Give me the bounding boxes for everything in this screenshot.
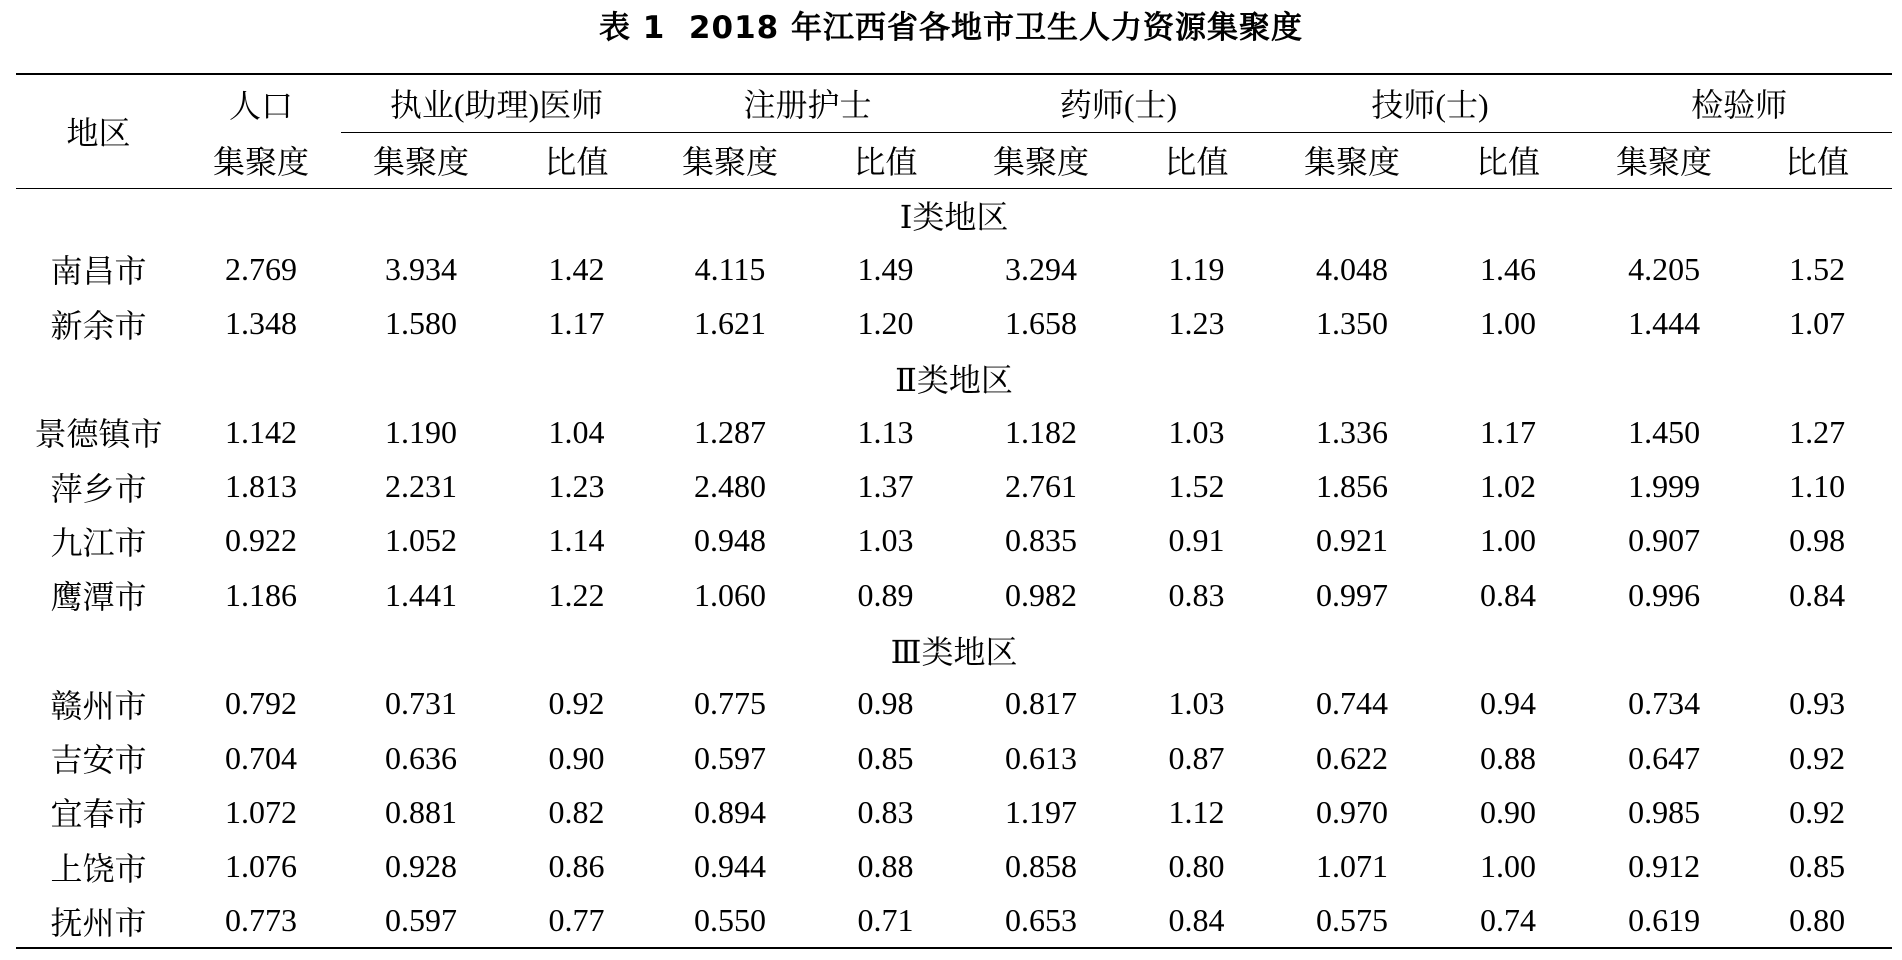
ratio-value: 1.42 [548, 250, 605, 287]
ratio-value: 1.02 [1480, 468, 1537, 505]
ratio-value: 1.49 [857, 250, 914, 287]
city-name: 鹰潭市 [50, 579, 147, 616]
ratio-value: 0.90 [548, 739, 605, 776]
header-group-lab: 检验师 [1586, 74, 1892, 132]
aggregation-value: 1.336 [1316, 413, 1389, 450]
aggregation-value: 0.858 [1005, 848, 1078, 885]
city-name: 上饶市 [50, 850, 147, 887]
aggregation-value: 1.350 [1316, 305, 1389, 342]
ratio-value: 0.98 [857, 685, 914, 722]
header-group-technician: 技师(士) [1274, 74, 1586, 132]
ratio-value: 0.94 [1480, 685, 1537, 722]
aggregation-value: 2.480 [694, 468, 767, 505]
population-value: 0.792 [225, 685, 297, 722]
ratio-value: 0.88 [857, 848, 914, 885]
aggregation-value: 1.071 [1316, 848, 1389, 885]
city-name: 宜春市 [50, 796, 147, 833]
table-body [16, 188, 1892, 948]
header-population-bottom: 集聚度 [181, 132, 341, 188]
ratio-value: 1.37 [857, 468, 914, 505]
group-row [16, 351, 1892, 405]
aggregation-value: 2.761 [1005, 468, 1078, 505]
aggregation-value: 0.996 [1628, 576, 1701, 613]
aggregation-value: 0.636 [385, 739, 457, 776]
ratio-value: 0.87 [1168, 739, 1225, 776]
aggregation-value: 1.287 [694, 413, 767, 450]
aggregation-value: 0.597 [694, 739, 767, 776]
aggregation-value: 0.613 [1005, 739, 1078, 776]
table-row [16, 568, 1892, 622]
population-value: 1.813 [225, 468, 297, 505]
header-sub-ratio: 比值 [1430, 132, 1586, 188]
ratio-value: 1.00 [1480, 522, 1537, 559]
city-name: 景德镇市 [34, 416, 163, 453]
table-row [16, 242, 1892, 296]
aggregation-value: 0.653 [1005, 902, 1078, 938]
ratio-value: 0.91 [1168, 522, 1225, 559]
header-row-2 [16, 132, 1892, 188]
ratio-value: 1.22 [548, 576, 605, 613]
city-name: 九江市 [50, 524, 147, 561]
table-row [16, 514, 1892, 568]
city-name: 新余市 [50, 307, 147, 344]
region-group-label: Ⅲ类地区 [890, 633, 1018, 670]
ratio-value: 1.03 [1168, 685, 1225, 722]
ratio-value: 1.07 [1789, 305, 1846, 342]
population-value: 1.076 [225, 848, 297, 885]
header-sub-ratio: 比值 [808, 132, 963, 188]
ratio-value: 0.86 [548, 848, 605, 885]
aggregation-value: 0.881 [385, 793, 457, 830]
aggregation-value: 0.744 [1316, 685, 1389, 722]
aggregation-value: 0.622 [1316, 739, 1389, 776]
group-row [16, 622, 1892, 676]
population-value: 1.348 [225, 305, 297, 342]
ratio-value: 0.85 [857, 739, 914, 776]
ratio-value: 0.88 [1480, 739, 1537, 776]
table-caption: 表 1 2018 年江西省各地市卫生人力资源集聚度 [598, 10, 1304, 46]
aggregation-value: 1.621 [694, 305, 767, 342]
aggregation-value: 1.197 [1005, 793, 1078, 830]
city-name: 赣州市 [50, 687, 147, 724]
aggregation-value: 0.731 [385, 685, 457, 722]
ratio-value: 0.80 [1789, 902, 1846, 938]
aggregation-value: 1.182 [1005, 413, 1078, 450]
table-row [16, 894, 1892, 948]
aggregation-value: 1.190 [385, 413, 457, 450]
aggregation-value: 1.999 [1628, 468, 1701, 505]
aggregation-value: 0.619 [1628, 902, 1701, 938]
aggregation-value: 1.658 [1005, 305, 1078, 342]
ratio-value: 0.71 [857, 902, 914, 938]
aggregation-value: 0.997 [1316, 576, 1389, 613]
ratio-value: 1.13 [857, 413, 914, 450]
header-sub-ratio: 比值 [1742, 132, 1892, 188]
population-value: 1.186 [225, 576, 297, 613]
region-group-label: Ⅰ类地区 [899, 199, 1009, 236]
ratio-value: 1.10 [1789, 468, 1846, 505]
ratio-value: 1.23 [1168, 305, 1225, 342]
header-sub-ratio: 比值 [1119, 132, 1274, 188]
ratio-value: 0.77 [548, 902, 605, 938]
aggregation-value: 0.928 [385, 848, 457, 885]
header-group-pharmacist: 药师(士) [963, 74, 1274, 132]
table-row [16, 297, 1892, 351]
ratio-value: 0.93 [1789, 685, 1846, 722]
ratio-value: 1.27 [1789, 413, 1846, 450]
ratio-value: 0.92 [1789, 793, 1846, 830]
table-row [16, 677, 1892, 731]
header-region: 地区 [16, 74, 181, 188]
aggregation-value: 0.835 [1005, 522, 1078, 559]
population-value: 0.773 [225, 902, 297, 938]
population-value: 0.704 [225, 739, 297, 776]
aggregation-value: 0.912 [1628, 848, 1701, 885]
aggregation-value: 0.944 [694, 848, 767, 885]
population-value: 2.769 [225, 250, 297, 287]
ratio-value: 1.19 [1168, 250, 1225, 287]
ratio-value: 1.03 [1168, 413, 1225, 450]
aggregation-value: 1.856 [1316, 468, 1389, 505]
ratio-value: 0.92 [548, 685, 605, 722]
header-group-physician: 执业(助理)医师 [341, 74, 652, 132]
aggregation-value: 4.048 [1316, 250, 1389, 287]
table-row [16, 731, 1892, 785]
aggregation-value: 0.921 [1316, 522, 1389, 559]
table-row [16, 405, 1892, 459]
ratio-value: 1.12 [1168, 793, 1225, 830]
city-name: 萍乡市 [50, 470, 147, 507]
aggregation-value: 0.907 [1628, 522, 1701, 559]
aggregation-value: 0.647 [1628, 739, 1701, 776]
aggregation-value: 0.597 [385, 902, 457, 938]
ratio-value: 1.04 [548, 413, 605, 450]
ratio-value: 1.17 [548, 305, 605, 342]
ratio-value: 1.17 [1480, 413, 1537, 450]
header-sub-agg: 集聚度 [1274, 132, 1430, 188]
city-name: 抚州市 [50, 904, 147, 941]
city-name: 南昌市 [50, 253, 147, 290]
ratio-value: 1.00 [1480, 305, 1537, 342]
header-sub-agg: 集聚度 [652, 132, 808, 188]
table-row [16, 785, 1892, 839]
population-value: 0.922 [225, 522, 297, 559]
ratio-value: 0.89 [857, 576, 914, 613]
aggregation-value: 0.550 [694, 902, 767, 938]
ratio-value: 1.46 [1480, 250, 1537, 287]
header-sub-agg: 集聚度 [341, 132, 501, 188]
header-sub-agg: 集聚度 [1586, 132, 1742, 188]
ratio-value: 1.52 [1789, 250, 1846, 287]
aggregation-value: 0.948 [694, 522, 767, 559]
aggregation-value: 0.970 [1316, 793, 1389, 830]
header-sub-agg: 集聚度 [963, 132, 1119, 188]
ratio-value: 1.03 [857, 522, 914, 559]
aggregation-value: 0.985 [1628, 793, 1701, 830]
aggregation-value: 4.115 [694, 250, 766, 287]
ratio-value: 1.00 [1480, 848, 1537, 885]
aggregation-value: 3.934 [385, 250, 457, 287]
ratio-value: 0.80 [1168, 848, 1225, 885]
aggregation-value: 0.734 [1628, 685, 1701, 722]
ratio-value: 0.84 [1480, 576, 1537, 613]
aggregation-value: 0.775 [694, 685, 767, 722]
aggregation-value: 4.205 [1628, 250, 1701, 287]
aggregation-value: 1.060 [694, 576, 767, 613]
ratio-value: 0.98 [1789, 522, 1846, 559]
population-value: 1.142 [225, 413, 297, 450]
aggregation-value: 0.982 [1005, 576, 1078, 613]
aggregation-value: 0.817 [1005, 685, 1078, 722]
ratio-value: 0.84 [1168, 902, 1225, 938]
ratio-value: 0.85 [1789, 848, 1846, 885]
ratio-value: 0.74 [1480, 902, 1537, 938]
aggregation-value: 1.444 [1628, 305, 1701, 342]
ratio-value: 0.90 [1480, 793, 1537, 830]
header-sub-ratio: 比值 [501, 132, 652, 188]
aggregation-value: 1.441 [385, 576, 457, 613]
ratio-value: 1.52 [1168, 468, 1225, 505]
group-row [16, 188, 1892, 242]
ratio-value: 0.84 [1789, 576, 1846, 613]
aggregation-value: 1.450 [1628, 413, 1701, 450]
ratio-value: 0.83 [1168, 576, 1225, 613]
table-row [16, 840, 1892, 894]
ratio-value: 0.82 [548, 793, 605, 830]
data-table [16, 73, 1892, 949]
ratio-value: 1.20 [857, 305, 914, 342]
city-name: 吉安市 [50, 742, 147, 779]
header-row-1 [16, 74, 1892, 132]
aggregation-value: 0.894 [694, 793, 767, 830]
ratio-value: 0.83 [857, 793, 914, 830]
ratio-value: 1.14 [548, 522, 605, 559]
header-population-top: 人口 [228, 87, 293, 124]
population-value: 1.072 [225, 793, 297, 830]
region-group-label: Ⅱ类地区 [895, 362, 1013, 399]
ratio-value: 0.92 [1789, 739, 1846, 776]
table-row [16, 459, 1892, 513]
aggregation-value: 0.575 [1316, 902, 1389, 938]
ratio-value: 1.23 [548, 468, 605, 505]
aggregation-value: 1.052 [385, 522, 457, 559]
aggregation-value: 3.294 [1005, 250, 1078, 287]
aggregation-value: 2.231 [385, 468, 457, 505]
aggregation-value: 1.580 [385, 305, 457, 342]
header-group-nurse: 注册护士 [652, 74, 963, 132]
